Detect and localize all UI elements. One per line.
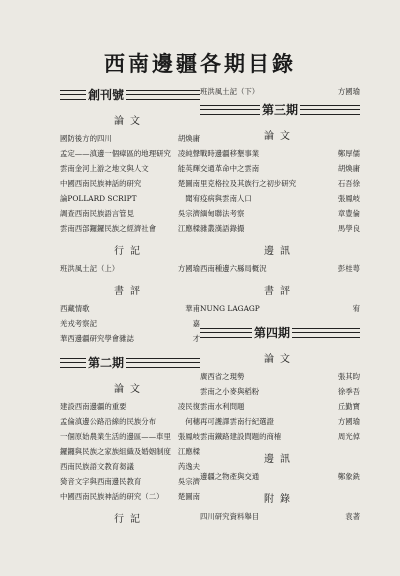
entry-title: 里克格拉及其族行之初步研究: [200, 179, 297, 188]
left-column: [60, 84, 200, 529]
entry-title: 中國西南民族神話的研究: [60, 179, 142, 188]
entry-author: 馬學良: [337, 224, 360, 233]
entry-author: 張鳳岐: [337, 194, 360, 203]
toc-entry: [200, 206, 360, 221]
section-heading-appendix: 附錄: [264, 494, 296, 505]
issue-label: 創刊號: [88, 88, 125, 102]
entry-author: 張鳳岐: [177, 432, 200, 441]
entry-author: 章豊倫: [337, 209, 360, 218]
entry-author: 丘勤寶: [337, 402, 360, 411]
entry-title: 緬甸聯法考察: [200, 209, 245, 218]
entry-author: 才: [192, 334, 200, 343]
entry-author: 何穗: [185, 417, 200, 426]
continued-list: [200, 84, 360, 99]
toc-entry: [60, 261, 200, 276]
toc-entry: [200, 414, 360, 429]
section-heading-articles: 論文: [264, 131, 296, 142]
entry-title: 班洪風土記（上）: [60, 264, 120, 273]
toc-entry: [60, 489, 200, 504]
section-heading-articles: 論文: [264, 354, 296, 365]
entry-title: 論POLLARD SCRIPT: [60, 194, 137, 203]
toc-entry: [60, 331, 200, 346]
entry-title: 西藏情歌: [60, 304, 90, 313]
entry-title: 廣西省之現勢: [200, 372, 245, 381]
section-heading-articles: 論文: [114, 384, 146, 395]
toc-entry: [200, 301, 360, 316]
toc-entry: [200, 399, 360, 414]
article-list: [60, 131, 200, 236]
entry-title: 孟倫滇邊公路沿線的民族分布: [60, 417, 157, 426]
article-list: [60, 399, 200, 504]
entry-title: 西南種邊六縣局概況: [200, 264, 267, 273]
heading-rule: [60, 358, 200, 368]
entry-title: NUNG LAGAGP: [200, 304, 260, 313]
entry-title: 羌戎考察記: [60, 319, 97, 328]
entry-author: 胡煥庸: [337, 164, 360, 173]
issue-heading-3: [200, 101, 360, 121]
issue-label: 第三期: [262, 103, 299, 117]
toc-entry: [60, 399, 200, 414]
entry-author: 芮逸夫: [177, 462, 200, 471]
toc-entry: [60, 131, 200, 146]
entry-title: 鑼鑼與民族之家族組織及婚姻制度: [60, 447, 171, 456]
right-column: [200, 84, 360, 524]
entry-author: 石吾徐: [337, 179, 360, 188]
entry-author: 聞宥: [185, 194, 200, 203]
entry-author: 楚圖南: [177, 492, 200, 501]
entry-author: 華甫: [185, 304, 200, 313]
toc-entry: [60, 459, 200, 474]
article-list: [200, 146, 360, 236]
toc-entry: [60, 301, 200, 316]
toc-entry: [200, 191, 360, 206]
entry-author: 方國瑜: [337, 87, 360, 96]
section-heading-news: 邊訊: [264, 454, 296, 465]
entry-author: 方國瑜: [337, 417, 360, 426]
entry-author: 楚圖南: [177, 179, 200, 188]
entry-title: 雜叢漢語錄撮: [200, 224, 245, 233]
entry-title: 四川研究資料舉目: [200, 512, 260, 521]
toc-entry: [200, 369, 360, 384]
entry-author: 袁著: [345, 512, 360, 521]
toc-entry: [200, 84, 360, 99]
toc-entry: [60, 206, 200, 221]
entry-title: 雲南金河上游之地文與人文: [60, 164, 149, 173]
section-heading-news: 邊訊: [264, 246, 296, 257]
entry-author: 徐季吾: [337, 387, 360, 396]
entry-title: 猗音文字與西南邊民教育: [60, 477, 142, 486]
news-list: [200, 261, 360, 276]
issue-label: 第二期: [88, 356, 125, 370]
section-heading-reviews: 書評: [114, 286, 146, 297]
page-title: 西南邊疆各期目錄: [104, 51, 296, 76]
heading-rule: [60, 90, 200, 100]
entry-title: 調查西南民族語言管見: [60, 209, 134, 218]
entry-title: 國防後方的四川: [60, 134, 112, 143]
entry-author: 凌民復: [177, 402, 200, 411]
review-list: [200, 301, 360, 316]
issue-heading-2: [60, 354, 200, 374]
toc-entry: [60, 429, 200, 444]
news-list: [200, 469, 360, 484]
entry-author: 周光倬: [337, 432, 360, 441]
entry-title: 華西邊疆研究學會雜誌: [60, 334, 134, 343]
toc-entry: [60, 176, 200, 191]
section-heading-travel: 行記: [114, 514, 146, 525]
entry-title: 雲南鐵路建設問題的商榷: [200, 432, 282, 441]
toc-entry: [200, 509, 360, 524]
entry-author: 鄭象銑: [337, 472, 360, 481]
travel-list: [60, 261, 200, 276]
entry-title: 雲南之小麥與稻粉: [200, 387, 260, 396]
entry-author: 江應樑: [177, 224, 200, 233]
entry-author: 江應樑: [177, 447, 200, 456]
toc-entry: [60, 221, 200, 236]
toc-entry: [200, 261, 360, 276]
section-heading-travel: 行記: [114, 246, 146, 257]
entry-author: 能英輝: [177, 164, 200, 173]
entry-author: 胡煥庸: [177, 134, 200, 143]
entry-title: 再可護譯雲南行紀選證: [200, 417, 274, 426]
toc-entry: [200, 429, 360, 444]
toc-entry: [200, 161, 360, 176]
review-list: [60, 301, 200, 346]
entry-author: 凌純聲: [177, 149, 200, 158]
toc-entry: [200, 469, 360, 484]
entry-title: 疫病與雲南人口: [200, 194, 252, 203]
entry-title: 戰時邊疆移墾事業: [200, 149, 260, 158]
toc-entry: [200, 146, 360, 161]
entry-title: 中國西南民族神話的研究（二）: [60, 492, 164, 501]
appendix-list: [200, 509, 360, 524]
toc-entry: [60, 146, 200, 161]
entry-title: 雲南西部鑼鑼民族之經濟社會: [60, 224, 157, 233]
issue-label: 第四期: [254, 326, 291, 340]
entry-author: 鄭厚儒: [337, 149, 360, 158]
entry-title: 孟定——滇邊一個瘴區的地理研究: [60, 149, 171, 158]
article-list: [200, 369, 360, 444]
toc-entry: [200, 176, 360, 191]
entry-title: 邊疆之物產與交通: [200, 472, 260, 481]
toc-entry: [200, 384, 360, 399]
toc-entry: [60, 191, 200, 206]
section-heading-articles: 論文: [114, 116, 146, 127]
toc-entry: [60, 316, 200, 331]
entry-author: 彭桂萼: [337, 264, 360, 273]
toc-entry: [60, 444, 200, 459]
entry-title: 交通革命中之雲南: [200, 164, 260, 173]
issue-heading-1: [60, 86, 200, 106]
entry-title: 建設西南邊疆的重要: [60, 402, 127, 411]
toc-entry: [60, 474, 200, 489]
entry-author: 張其昀: [337, 372, 360, 381]
entry-title: 一個原始農業生活的邊區——車里: [60, 432, 171, 441]
issue-heading-4: [200, 324, 360, 344]
entry-author: 宥: [352, 304, 360, 313]
section-heading-reviews: 書評: [264, 286, 296, 297]
entry-title: 雲南水利問題: [200, 402, 245, 411]
toc-entry: [200, 221, 360, 236]
entry-author: 吳宗濟: [177, 477, 200, 486]
entry-author: 方國瑜: [177, 264, 200, 273]
toc-entry: [60, 161, 200, 176]
entry-title: 西南民族語文教育芻議: [60, 462, 134, 471]
entry-title: 班洪風土記（下）: [200, 87, 260, 96]
entry-author: 嘉: [192, 319, 200, 328]
entry-author: 吳宗濟: [177, 209, 200, 218]
toc-entry: [60, 414, 200, 429]
